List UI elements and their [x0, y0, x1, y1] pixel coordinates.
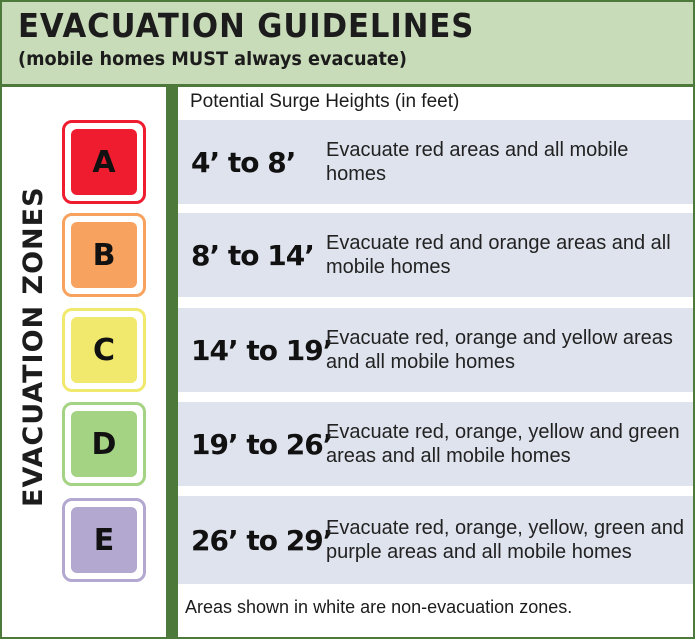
evacuation-instruction-c: Evacuate red, orange and yellow areas and all mobile homes — [326, 327, 673, 373]
zone-row-a — [178, 120, 693, 204]
zone-badge-e — [62, 498, 146, 582]
evacuation-instruction-b: Evacuate red and orange areas and all mobile homes — [326, 232, 671, 278]
surge-height-a: 4’ to 8’ — [191, 145, 296, 179]
zone-row-d — [178, 402, 693, 486]
page-subtitle: (mobile homes MUST always evacuate) — [18, 48, 407, 70]
zone-row-e — [178, 496, 693, 584]
surge-height-e: 26’ to 29’ — [191, 523, 333, 557]
footer-note: Areas shown in white are non-evacuation zones. — [185, 597, 573, 617]
zone-badge-b — [62, 213, 146, 297]
divider-line — [166, 87, 178, 639]
evacuation-instruction-e: Evacuate red, orange, yellow, green and purple areas and all mobile homes — [326, 517, 685, 563]
surge-height-c: 14’ to 19’ — [191, 333, 333, 367]
zone-letter-d: D — [71, 411, 137, 477]
zone-badge-c — [62, 308, 146, 392]
zone-letter-e: E — [71, 507, 137, 573]
zone-letter-c: C — [71, 317, 137, 383]
header — [2, 2, 693, 87]
surge-heights-header: Potential Surge Heights (in feet) — [190, 91, 460, 112]
zone-letter-a: A — [71, 129, 137, 195]
evacuation-instruction-d: Evacuate red, orange, yellow and green areas and all mobile homes — [326, 421, 680, 467]
zone-badge-d — [62, 402, 146, 486]
surge-height-b: 8’ to 14’ — [191, 238, 314, 272]
page-title: EVACUATION GUIDELINES — [18, 6, 475, 45]
surge-height-d: 19’ to 26’ — [191, 427, 333, 461]
evacuation-instruction-a: Evacuate red areas and all mobile homes — [326, 139, 629, 185]
zone-letter-b: B — [71, 222, 137, 288]
zone-badge-a — [62, 120, 146, 204]
zone-row-b — [178, 213, 693, 297]
evacuation-zones-label: EVACUATION ZONES — [18, 186, 49, 507]
zone-row-c — [178, 308, 693, 392]
